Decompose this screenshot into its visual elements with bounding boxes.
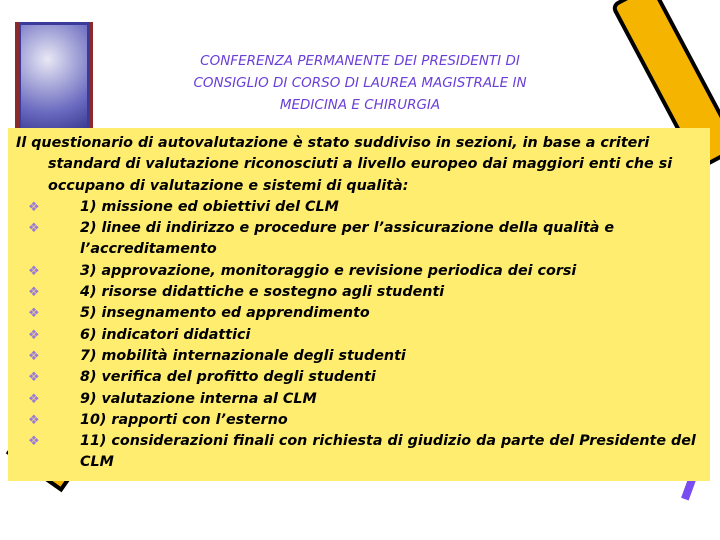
diamond-bullet-icon: ❖ (28, 285, 40, 301)
list-item-text: 7) mobilità internazionale degli studenti (80, 347, 406, 364)
list-item (16, 218, 702, 261)
diamond-bullet-icon: ❖ (28, 391, 40, 407)
list-item (16, 197, 702, 218)
list-item-text: 10) rapporti con l’esterno (80, 411, 288, 428)
logo-image (15, 22, 93, 142)
list-item-text: 4) risorse didattiche e sostegno agli studenti (80, 284, 445, 301)
list-item (16, 325, 702, 346)
diamond-bullet-icon: ❖ (28, 306, 40, 322)
diamond-bullet-icon: ❖ (28, 221, 40, 237)
diamond-bullet-icon: ❖ (28, 263, 40, 279)
title-line: CONSIGLIO DI CORSO DI LAUREA MAGISTRALE IN (193, 75, 527, 91)
list-item-text: 6) indicatori didattici (80, 326, 251, 343)
list-item-text: 8) verifica del profitto degli studenti (80, 369, 376, 386)
page-title (130, 50, 590, 116)
title-line: MEDICINA E CHIRURGIA (279, 97, 441, 113)
title-line: CONFERENZA PERMANENTE DEI PRESIDENTI DI (200, 53, 520, 69)
diamond-bullet-icon: ❖ (28, 370, 40, 386)
diamond-bullet-icon: ❖ (28, 199, 40, 215)
list-item-text: 1) missione ed obiettivi del CLM (80, 198, 339, 215)
list-item (16, 389, 702, 410)
diamond-bullet-icon: ❖ (28, 434, 40, 450)
list-item-text: 2) linee di indirizzo e procedure per l’assicurazione della qualità e l’accreditamento (80, 220, 615, 258)
list-item (16, 431, 702, 474)
list-item-text: 3) approvazione, monitoraggio e revisione periodica dei corsi (80, 262, 577, 279)
list-item-text: 9) valutazione interna al CLM (80, 390, 317, 407)
diamond-bullet-icon: ❖ (28, 348, 40, 364)
list-item (16, 367, 702, 388)
list-item (16, 303, 702, 324)
list-item-text: 11) considerazioni finali con richiesta di giudizio da parte del Presidente del CLM (80, 433, 696, 471)
diamond-bullet-icon: ❖ (28, 327, 40, 343)
diamond-bullet-icon: ❖ (28, 412, 40, 428)
list-item (16, 282, 702, 303)
list-item (16, 346, 702, 367)
list-item (16, 410, 702, 431)
list-item (16, 261, 702, 282)
list-item-text: 5) insegnamento ed apprendimento (80, 305, 370, 322)
intro-text: Il questionario di autovalutazione è stato suddiviso in sezioni, in base a criteri standard di valutazione riconosciuti a livello europeo dai maggiori enti che si occupano di valutazione e sistemi di qualità: (16, 135, 673, 194)
content-box (8, 128, 710, 481)
